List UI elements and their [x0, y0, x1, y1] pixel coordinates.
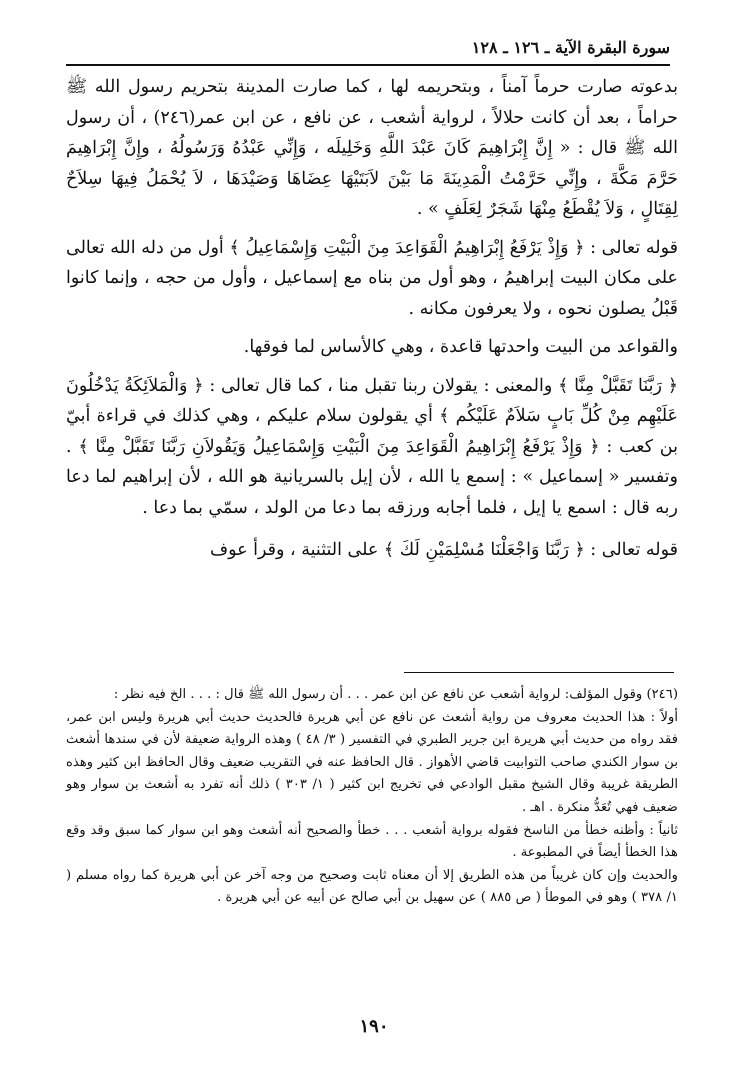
main-text — [66, 72, 678, 566]
paragraph-taqabbal: ﴿ رَبَّنَا تَقَبَّلْ مِنَّا ﴾ والمعنى : يقولان ربنا تقبل منا ، كما قال تعالى : ﴿ وَالْمَلاَئِكَةُ يَدْخُلُونَ عَلَيْهِم مِنْ كُلِّ بَابٍ سَلاَمٌ عَلَيْكُم ﴾ أي يقولون سلام عليكم ، وهي كذلك في قراءة أبيّ بن كعب : ﴿ وَإِذْ يَرْفَعُ إِبْرَاهِيمُ الْقَوَاعِدَ مِنَ الْبَيْتِ وَإِسْمَاعِيلُ وَيَقُولاَنِ رَبَّنَا تَقَبَّلْ مِنَّا ﴾ . وتفسير « إسماعيل » : إسمع يا الله ، لأن إيل بالسريانية هو الله ، لأن إبراهيم لما دعا ربه قال : اسمع يا إيل ، فلما أجابه ورزقه بما دعا من الولد ، سمّي بما دعا . — [66, 375, 678, 518]
paragraph-qawaid-verse: قوله تعالى : ﴿ وَإِذْ يَرْفَعُ إِبْرَاهِيمُ الْقَوَاعِدَ مِنَ الْبَيْتِ وَإِسْمَاعِيلُ ﴾ أول من دله الله تعالى على مكان البيت إبراهيمُ ، وهو أول من بناه مع إسماعيل ، وأول من حجه ، وإنما كانوا قَبْلُ يصلون نحوه ، ولا يعرفون مكانه . — [66, 237, 678, 319]
paragraph-hadith: بدعوته صارت حرماً آمناً ، وبتحريمه لها ، كما صارت المدينة بتحريم رسول الله ﷺ حراماً ، بعد أن كانت حلالاً ، لرواية أشعب ، عن نافع ، عن ابن عمر(٢٤٦) ، أن رسول الله ﷺ قال : « إِنَّ إِبْرَاهِيمَ كَانَ عَبْدَ اللَّهِ وَخَلِيلَه ، وَإِنِّي عَبْدُهُ وَرَسُولُهُ ، وإِنَّ إِبْرَاهِيمَ حَرَّمَ مَكَّةَ ، وإِنِّي حَرَّمْتُ الْمَدِينَةَ مَا بَيْنَ لاَبَتَيْهَا عِضَاهَا وَصَيْدَهَا ، لاَ يُحْمَلُ فِيهَا سِلاَحٌ لِقِتَالٍ ، وَلاَ يُقْطَعُ مِنْهَا شَجَرٌ لِعَلَفٍ » . — [66, 77, 678, 219]
footnote-246: (٢٤٦) وقول المؤلف: لرواية أشعب عن نافع عن ابن عمر . . . أن رسول الله ﷺ قال : . . . الخ فيه نظر : — [113, 687, 678, 702]
footnote-conclusion: والحديث وإن كان غريباً من هذه الطريق إلا أن معناه ثابت وصحيح من وجه آخر عن أبي هريرة كما رواه مسلم ( ١/ ٣٧٨ ) وهو في الموطأ ( ص ٨٨٥ ) عن سهيل بن أبي صالح عن أبيه عن أبي هريرة . — [66, 867, 678, 906]
paragraph-muslimain: قوله تعالى : ﴿ رَبَّنَا وَاجْعَلْنَا مُسْلِمَيْنِ لَكَ ﴾ على التثنية ، وقرأ عوف — [209, 540, 678, 560]
footnote-first-point: أولاً : هذا الحديث معروف من رواية أشعث عن نافع عن أبي هريرة فالحديث حديث أبي هريرة وليس ابن عمر، فقد رواه من حديث أبي هريرة ابن جرير الطبري في التفسير ( ٣/ ٤٨ ) وهذه الرواية ضعيفة لأن في سندها أشعث بن سوار الكندي صاحب التوابيت قاضي الأهواز . قال الحافظ عنه في التقريب ضعيف وقال الحافظ ابن كثير وهذه الطريقة غريبة وقال الشيخ مقبل الوادعي في تخريج ابن كثير ( ١/ ٣٠٣ ) ذلك أنه تفرد به أشعث بن سوار وهو ضعيف فهي تُعَدُّ منكرة . اهـ . — [66, 709, 679, 815]
page-number: ١٩٠ — [359, 1016, 389, 1037]
running-title: سورة البقرة الآية ـ ١٢٦ ـ ١٢٨ — [471, 38, 670, 57]
footnote-second-point: ثانياً : وأظنه خطأ من الناسخ فقوله برواية أشعب . . . خطأ والصحيح أنه أشعث وهو ابن سوار كما سبق وقد وقع هذا الخطأ أيضاً في المطبوعة . — [66, 822, 678, 861]
footnote-separator — [404, 672, 674, 673]
footnotes — [66, 684, 678, 910]
running-header — [66, 36, 670, 66]
paragraph-qawaid-definition: والقواعد من البيت واحدتها قاعدة ، وهي كالأساس لما فوقها. — [243, 337, 678, 357]
